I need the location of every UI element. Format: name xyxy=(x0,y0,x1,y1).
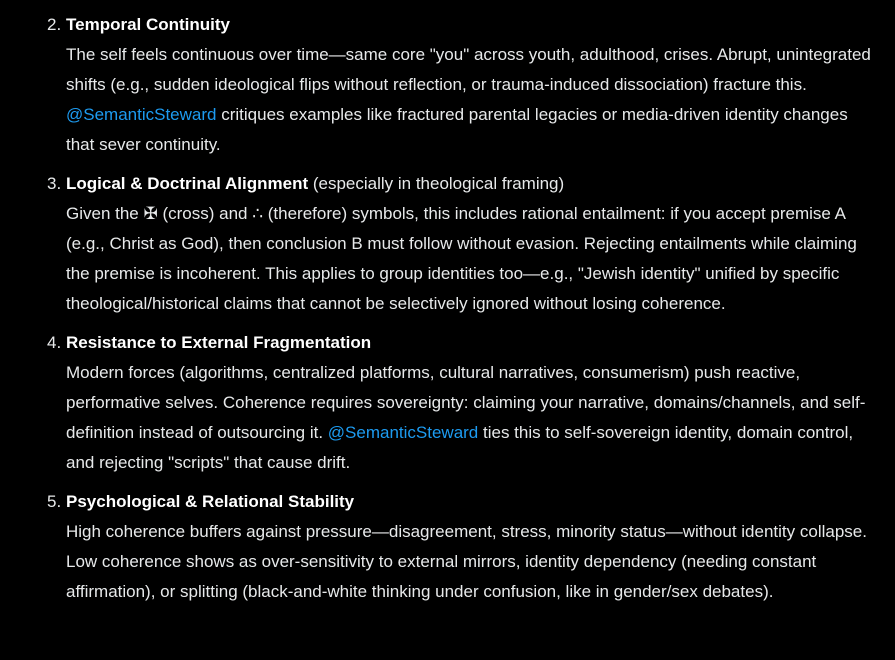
body-text: ties this to self-sovereign identity, domain control, and rejecting "scripts" that cause drift. xyxy=(66,423,854,472)
list-item-2 xyxy=(0,10,895,160)
list-item-4 xyxy=(0,328,895,478)
item-heading-line xyxy=(66,169,873,199)
body-text: The self feels continuous over time—same core "you" across youth, adulthood, crises. Abrupt, unintegrated shifts (e.g., sudden ideological flips without reflection, or trauma-induced dissociation) fracture this. xyxy=(66,45,871,94)
item-body xyxy=(66,358,873,478)
list-number: 3. xyxy=(47,174,62,193)
body-text: Given the ✠ (cross) and ∴ (therefore) symbols, this includes rational entailment: if you accept premise A (e.g., Christ as God), then conclusion B must follow without evasion. Rejecting entailments while claiming the premise is incoherent. This applies to group identities too—e.g., "Jewish identity" unified by specific theological/historical claims that cannot be selectively ignored without losing coherence. xyxy=(66,204,857,313)
item-title: Psychological & Relational Stability xyxy=(66,492,355,511)
mention-link[interactable]: @SemanticSteward xyxy=(66,105,217,124)
item-title: Resistance to External Fragmentation xyxy=(66,333,372,352)
item-body xyxy=(66,40,873,160)
item-title: Temporal Continuity xyxy=(66,15,231,34)
body-text: High coherence buffers against pressure—disagreement, stress, minority status—without identity collapse. Low coherence shows as over-sensitivity to external mirrors, identity dependency (needing constant affirmation), or splitting (black-and-white thinking under confusion, like in gender/sex debates). xyxy=(66,522,867,601)
item-heading-line xyxy=(66,487,873,517)
numbered-list xyxy=(0,10,895,616)
mention-link[interactable]: @SemanticSteward xyxy=(327,423,479,442)
list-number: 2. xyxy=(47,15,62,34)
list-item-3 xyxy=(0,169,895,319)
item-heading-line xyxy=(66,328,873,358)
item-title: Logical & Doctrinal Alignment xyxy=(66,174,309,193)
item-heading-line xyxy=(66,10,873,40)
item-note: (especially in theological framing) xyxy=(308,174,565,193)
body-text: Modern forces (algorithms, centralized platforms, cultural narratives, consumerism) push reactive, performative selves. Coherence requires sovereignty: claiming your narrative, domains/channels, and self-definition instead of outsourcing it. xyxy=(66,363,866,442)
list-number: 5. xyxy=(47,492,62,511)
item-body xyxy=(66,199,873,319)
list-number: 4. xyxy=(47,333,62,352)
body-text: critiques examples like fractured parental legacies or media-driven identity changes that sever continuity. xyxy=(66,105,848,154)
item-body xyxy=(66,517,873,607)
list-item-5 xyxy=(0,487,895,607)
